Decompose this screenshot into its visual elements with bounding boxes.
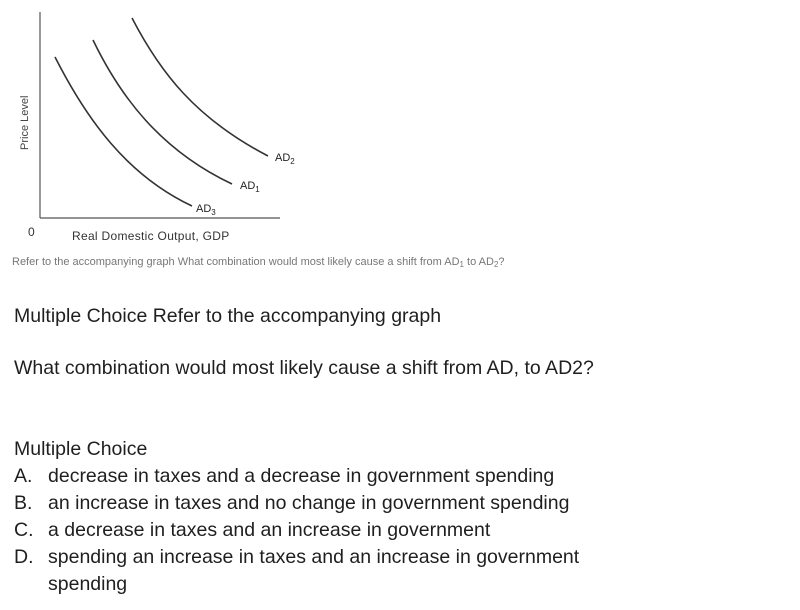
- answer-options: [14, 463, 608, 598]
- option-a[interactable]: [14, 463, 608, 490]
- origin-label: 0: [28, 225, 35, 239]
- option-text: an increase in taxes and no change in government spending: [48, 492, 570, 514]
- option-d[interactable]: [14, 544, 608, 598]
- option-letter: B.: [14, 492, 33, 514]
- ad2-label: $AD_2$: [275, 152, 295, 166]
- option-text: spending an increase in taxes and an increase in government spending: [48, 546, 580, 595]
- multiple-choice-label: Multiple Choice: [14, 438, 148, 460]
- option-text: a decrease in taxes and an increase in government: [48, 519, 491, 541]
- question-prompt: What combination would most likely cause a shift from AD, to AD2?: [14, 357, 594, 379]
- option-b[interactable]: [14, 490, 608, 517]
- option-c[interactable]: [14, 517, 608, 544]
- option-letter: A.: [14, 465, 33, 487]
- ad1-label: $AD_1$: [240, 180, 260, 194]
- option-letter: D.: [14, 546, 34, 568]
- option-text: decrease in taxes and a decrease in government spending: [48, 465, 555, 487]
- chart-caption: Refer to the accompanying graph What combination would most likely cause a shift from AD1 to AD2?: [12, 256, 505, 269]
- x-axis-label: Real Domestic Output, GDP: [72, 229, 230, 243]
- ad2-curve: [132, 18, 268, 156]
- aggregate-demand-chart: [0, 0, 800, 290]
- option-letter: C.: [14, 519, 34, 541]
- ad3-label: $AD_3$: [196, 203, 216, 217]
- question-title: Multiple Choice Refer to the accompanying graph: [14, 305, 442, 327]
- y-axis-label: Price Level: [19, 95, 31, 150]
- ad1-curve: [93, 40, 232, 184]
